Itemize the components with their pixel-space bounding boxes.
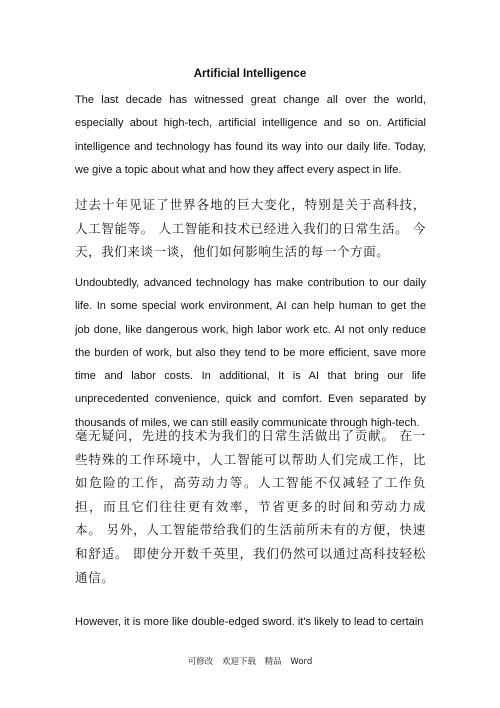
page-footer: 可修改 欢迎下载 精品 Word xyxy=(187,657,313,667)
paragraph-english-2: Undoubtedly, advanced technology has make contribution to our daily life. In some special work environment, AI can help human to get the job done, like dangerous work, high labor work etc. AI not only reduce the burden of work, but also they tend to be more efficient, save more time and labor costs. In additional, It is AI that bring our life unprecedented convenience, quick and comfort. Even separated by thousands of miles, we can still easily communicate through high-tech. xyxy=(75,277,426,429)
paragraph-english-1: The last decade has witnessed great change all over the world, especially about high-tech, artificial intelligence and so on. Artificial intelligence and technology has found its way into our daily life. Today, we give a topic about what and how they affect every aspect in life. xyxy=(75,94,426,176)
paragraph-chinese-2: 毫无疑问，先进的技术为我们的日常生活做出了贡献。 在一些特殊的工作环境中，人工智能可以帮助人们完成工作，比如危险的工作，高劳动力等。人工智能不仅减轻了工作负担，而且它们往往更有效率，节省更多的时间和劳动力成本。 另外，人工智能带给我们的生活前所未有的方便，快速和舒适。 即使分开数千英里，我们仍然可以通过高科技轻松通信。 xyxy=(75,428,426,585)
paragraph-english-3: However, it is more like double-edged sword. it's likely to lead to certain xyxy=(75,616,424,628)
paragraph-chinese-1: 过去十年见证了世界各地的巨大变化，特别是关于高科技，人工智能等。 人工智能和技术已经进入我们的日常生活。 今天，我们来谈一谈，他们如何影响生活的每一个方面。 xyxy=(75,197,426,260)
document-title: Artificial Intelligence xyxy=(193,68,307,80)
